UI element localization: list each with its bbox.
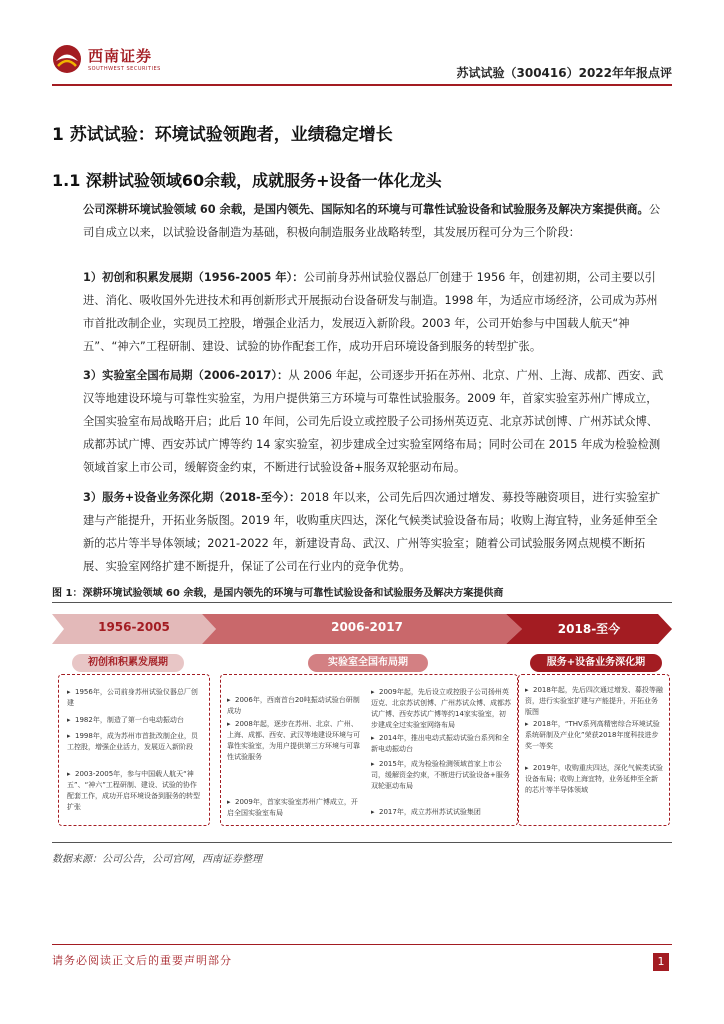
list-item: ▸ 2009年起，先后设立或控股子公司扬州英迈克、北京苏试创博、广州苏试众博、成都苏试广博、西安苏试广博等约14家实验室，初步建成全过实验室网络布局 — [371, 688, 511, 729]
paragraph-stage-1-bold: 1）初创和积累发展期（1956-2005 年）： — [83, 271, 304, 284]
paragraph-stage-1-text: 公司前身苏州试验仪器总厂创建于 1956 年，创建初期，公司主要以引进、消化、吸收国外先进技术和再创新形式开展振动台设备研发与制造。1998 年，为适应市场经济，公司成为苏州市首批改制企业，实现员工控股，增强企业活力，发展迈入新阶段。2003 年，公司开始参与中国载人航天“神五”、“神六”工程研制、建设、试验的协作配套工作，成功开启环境设备到服务的转型扩张。 — [83, 271, 658, 353]
figure-caption: 图 1：深耕环境试验领域 60 余载，是国内领先的环境与可靠性试验设备和试验服务及解决方案提供商 — [52, 588, 504, 599]
paragraph-intro — [83, 198, 665, 244]
list-item: ▸ 2006年，西南首台20吨振动试验台研制成功 — [227, 696, 360, 715]
list-item: ▸ 2018年，“THV系列高精密综合环境试验系统研制及产业化”荣获2018年度科技进步奖一等奖 — [525, 720, 660, 750]
header-divider — [52, 84, 672, 86]
list-item: ▸ 1982年，制造了第一台电动振动台 — [67, 716, 184, 724]
figure-bottom-rule — [52, 842, 672, 843]
stage-box-1 — [58, 674, 210, 826]
stage-title-1: 初创和积累发展期 — [72, 654, 184, 672]
paragraph-stage-2-text: 从 2006 年起，公司逐步开拓在苏州、北京、广州、上海、成都、西安、武汉等地建设环境与可靠性实验室，为用户提供第三方环境与可靠性试验服务。2009 年，首家实验室苏州广博成立，全国实验室布局战略开启；此后 10 年间，公司先后设立或控股子公司扬州英迈克、北京苏试创博、广州苏试众博、成都苏试广博、西安苏试广博等约 14 家实验室，初步建成全过实验室网络布局；同时公司在 2015 年成为检验检测领域首家上市公司，缓解资金约束，不断进行试验设备+服务双轮驱动布局。 — [83, 369, 664, 474]
list-item: ▸ 2017年，成立苏州苏试试验集团 — [371, 808, 481, 816]
figure-top-rule — [52, 602, 672, 603]
report-title: 苏试试验（300416）2022年年报点评 — [456, 66, 672, 80]
footer-divider — [52, 944, 672, 945]
period-label-1: 1956-2005 — [98, 620, 170, 634]
list-item: ▸ 2009年，首家实验室苏州广博成立，开启全国实验室布局 — [227, 798, 358, 817]
list-item: ▸ 1998年，成为苏州市首批改制企业，员工控股，增强企业活力，发展迈入新阶段 — [67, 732, 198, 751]
paragraph-intro-text: 公司自成立以来，以试验设备制造为基础，积极向制造服务业战略转型，其发展历程可分为三个阶段： — [83, 203, 661, 239]
stage-box-3 — [518, 674, 670, 826]
list-item: ▸ 2014年，推出电动式振动试验台系列和全新电动振动台 — [371, 734, 509, 753]
list-item: ▸ 2008年起，逐步在苏州、北京、广州、上海、成都、西安、武汉等地建设环境与可靠性实验室，为用户提供第三方环境与可靠性试验服务 — [227, 720, 360, 761]
stage-box-2 — [220, 674, 518, 826]
logo-text: 西南证券 — [88, 47, 153, 65]
paragraph-stage-3 — [83, 486, 665, 578]
data-source: 数据来源：公司公告，公司官网，西南证券整理 — [52, 854, 262, 865]
list-item: ▸ 2018年起，先后四次通过增发、募投等融资，进行实验室扩建与产能提升，开拓业务版图 — [525, 686, 663, 716]
list-item: ▸ 1956年，公司前身苏州试验仪器总厂创建 — [67, 688, 198, 707]
page-number: 1 — [653, 953, 669, 971]
list-item: ▸ 2003-2005年，参与中国载人航天“神五”、“神六”工程研制、建设、试验的协作配套工作，成功开启环境设备到服务的转型扩张 — [67, 770, 200, 811]
section-heading: 1 苏试试验：环境试验领跑者，业绩稳定增长 — [52, 125, 393, 145]
stage-title-3: 服务+设备业务深化期 — [530, 654, 662, 672]
subsection-heading: 1.1 深耕试验领域60余载，成就服务+设备一体化龙头 — [52, 171, 442, 190]
paragraph-stage-3-bold: 3）服务+设备业务深化期（2018-至今）： — [83, 491, 301, 504]
company-logo-icon — [52, 44, 82, 74]
period-label-2: 2006-2017 — [331, 620, 403, 634]
logo-subtext: SOUTHWEST SECURITIES — [88, 66, 161, 72]
paragraph-stage-2-bold: 3）实验室全国布局期（2006-2017）： — [83, 369, 289, 382]
paragraph-stage-1 — [83, 266, 665, 358]
list-item: ▸ 2019年，收购重庆四达，深化气候类试验设备布局；收购上海宜特，业务延伸至全新的芯片等半导体领域 — [525, 764, 663, 794]
paragraph-intro-bold: 公司深耕环境试验领域 60 余载，是国内领先、国际知名的环境与可靠性试验设备和试验服务及解决方案提供商。 — [83, 203, 649, 216]
paragraph-stage-2 — [83, 364, 665, 479]
paragraph-stage-3-text: 2018 年以来，公司先后四次通过增发、募投等融资项目，进行实验室扩建与产能提升，开拓业务版图。2019 年，收购重庆四达，深化气候类试验设备布局；收购上海宜特，业务延伸至全新的芯片等半导体领域；2021-2022 年，新建设青岛、武汉、广州等实验室；随着公司试验服务网点规模不断拓展、实验室网络扩建不断提升，保证了公司在行业内的竞争优势。 — [83, 491, 661, 573]
list-item: ▸ 2015年，成为检验检测领域首家上市公司，缓解资金约束，不断进行试验设备+服务双轮驱动布局 — [371, 760, 510, 790]
stage-title-2: 实验室全国布局期 — [308, 654, 428, 672]
footer-disclaimer: 请务必阅读正文后的重要声明部分 — [52, 954, 232, 967]
period-label-3: 2018-至今 — [557, 622, 621, 636]
